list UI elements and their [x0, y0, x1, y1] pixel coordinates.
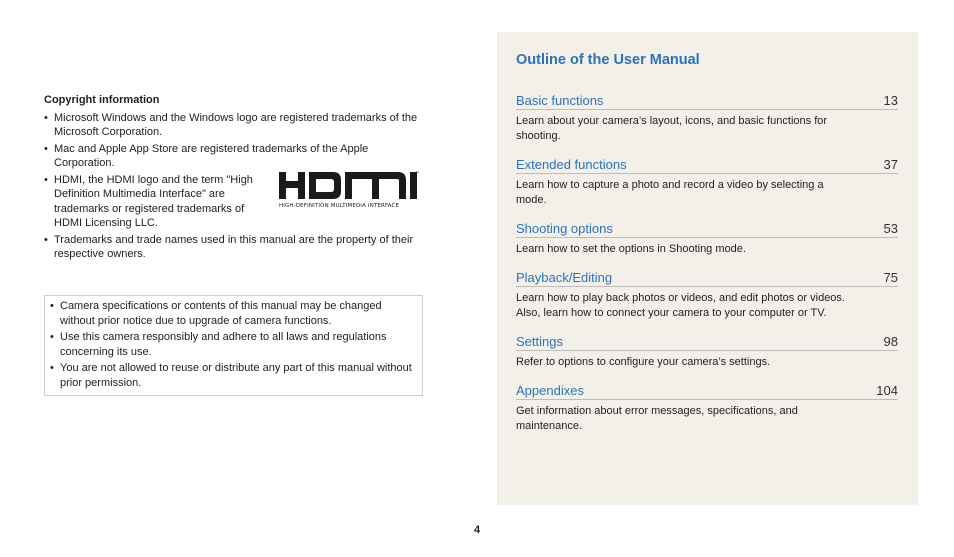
notice-item: • Use this camera responsibly and adhere to all laws and regulations concerning its use. — [50, 330, 416, 359]
toc-page-number: 53 — [883, 221, 898, 236]
toc-link-basic-functions[interactable]: Basic functions — [516, 93, 604, 108]
copyright-heading: Copyright information — [44, 94, 160, 106]
toc-link-playback-editing[interactable]: Playback/Editing — [516, 270, 613, 285]
toc-entry-settings — [516, 334, 898, 370]
page-number: 4 — [473, 524, 481, 536]
copyright-item: • Microsoft Windows and the Windows logo are registered trademarks of the Microsoft Corporation. — [44, 111, 429, 140]
notice-list — [50, 299, 416, 390]
copyright-item: • Mac and Apple App Store are registered trademarks of the Apple Corporation. — [44, 142, 429, 171]
toc-description: Get information about error messages, specifications, and maintenance. — [516, 405, 798, 432]
toc-description: Refer to options to configure your camera’s settings. — [516, 356, 771, 368]
copyright-item-text: • HDMI, the HDMI logo and the term "High Definition Multimedia Interface" are trademarks or registered trademarks of HDMI Licensing LLC. — [54, 173, 253, 229]
toc-description: Learn how to set the options in Shooting mode. — [516, 243, 746, 255]
toc-entry-playback-editing — [516, 270, 898, 321]
copyright-section — [44, 93, 429, 264]
hdmi-logo — [278, 169, 424, 209]
outline-panel — [497, 32, 918, 505]
copyright-item: • Trademarks and trade names used in this manual are the property of their respective owners. — [44, 233, 429, 262]
svg-text:™: ™ — [415, 170, 420, 177]
toc-description: Learn about your camera’s layout, icons, and basic functions for shooting. — [516, 115, 828, 142]
table-of-contents — [516, 93, 898, 447]
toc-description: Learn how to capture a photo and record a video by selecting a mode. — [516, 179, 824, 206]
toc-description: Learn how to play back photos or videos, and edit photos or videos. Also, learn how to connect your camera to your computer or TV. — [516, 292, 845, 319]
notice-box — [44, 295, 423, 396]
toc-link-shooting-options[interactable]: Shooting options — [516, 221, 613, 236]
toc-page-number: 37 — [883, 157, 898, 172]
copyright-item-hdmi — [44, 170, 429, 231]
toc-entry-extended-functions — [516, 157, 898, 208]
toc-page-number: 104 — [876, 383, 898, 398]
notice-item: • Camera specifications or contents of this manual may be changed without prior notice due to upgrade of camera functions. — [50, 299, 416, 328]
notice-item: • You are not allowed to reuse or distribute any part of this manual without prior permission. — [50, 361, 416, 390]
toc-entry-appendixes — [516, 383, 898, 434]
toc-link-settings[interactable]: Settings — [516, 334, 563, 349]
toc-link-appendixes[interactable]: Appendixes — [516, 383, 584, 398]
toc-page-number: 13 — [883, 93, 898, 108]
svg-text:HIGH-DEFINITION MULTIMEDIA INT: HIGH-DEFINITION MULTIMEDIA INTERFACE — [279, 202, 400, 209]
outline-title: Outline of the User Manual — [516, 52, 700, 68]
toc-page-number: 75 — [883, 270, 898, 285]
toc-entry-basic-functions — [516, 93, 898, 144]
copyright-list — [44, 111, 429, 262]
toc-entry-shooting-options — [516, 221, 898, 257]
toc-page-number: 98 — [883, 334, 898, 349]
toc-link-extended-functions[interactable]: Extended functions — [516, 157, 627, 172]
